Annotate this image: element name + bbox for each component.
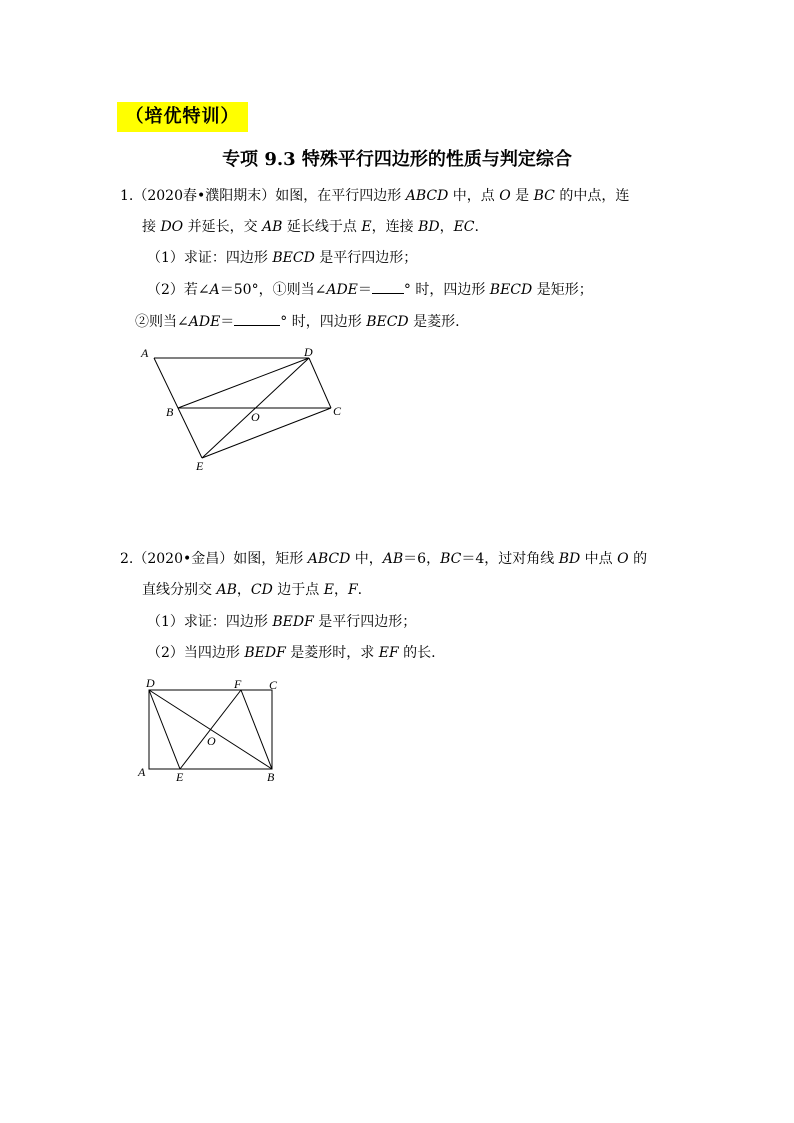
q2-source: （2020•金昌）	[133, 551, 234, 567]
q1-var: BD	[418, 219, 440, 235]
q1-text: 并延长，交	[183, 219, 263, 235]
q1-text: 是矩形；	[532, 282, 593, 298]
q1-var: A	[209, 282, 220, 298]
q1-text: ° 时，四边形	[403, 282, 490, 298]
q1-var: E	[361, 219, 372, 235]
label-E: E	[176, 770, 184, 784]
page-title: 专项 9.3 特殊平行四边形的性质与判定综合	[222, 149, 572, 170]
q1-var: BECD	[272, 250, 315, 266]
q2-var: EF	[378, 645, 399, 661]
label-B: B	[166, 405, 174, 419]
q1-var: ADE	[188, 314, 221, 330]
q2-text: 直线分别交	[142, 582, 217, 598]
q2-var: AB	[382, 551, 404, 567]
q2-var: BEDF	[272, 614, 314, 630]
q1-var: EC	[453, 219, 475, 235]
q2-var: ABCD	[307, 551, 351, 567]
q2-text: 边于点	[272, 582, 324, 598]
q1-var: ADE	[326, 282, 358, 298]
q1-text: .	[474, 219, 479, 235]
label-D: D	[146, 676, 155, 690]
q1-text: ②则当∠	[135, 314, 189, 330]
q2-text: 的	[628, 551, 648, 567]
q2-text: （1）求证：四边形	[147, 614, 273, 630]
q1-text: ＝	[220, 314, 235, 330]
segment-FB	[241, 690, 272, 769]
label-C: C	[333, 404, 342, 418]
q2-text: 中点	[580, 551, 618, 567]
q1-text: 延长线于点	[282, 219, 362, 235]
q1-text: 是	[510, 188, 534, 204]
q2-var: AB	[216, 582, 237, 598]
q2-var: O	[617, 551, 629, 567]
q2-text: ，	[333, 582, 348, 598]
q1-text: 是平行四边形；	[314, 250, 418, 266]
q1-text: ，连接	[371, 219, 419, 235]
label-O: O	[207, 734, 216, 748]
q1-text: 如图，在平行四边形	[275, 188, 406, 204]
q1-text: ，	[439, 219, 454, 235]
q2-text: （2）当四边形	[147, 645, 245, 661]
segment-DE	[149, 690, 180, 769]
training-badge: （培优特训）	[117, 102, 248, 132]
q1-var: BC	[533, 188, 555, 204]
q2-number: 2.	[120, 551, 134, 567]
label-B: B	[267, 770, 275, 784]
q1-text: 是菱形.	[408, 314, 460, 330]
q1-number: 1.	[120, 188, 134, 204]
q2-text: 的长.	[398, 645, 436, 661]
q2-var: E	[323, 582, 334, 598]
label-D: D	[304, 345, 313, 359]
q1-var: DO	[160, 219, 184, 235]
q1-var: ABCD	[405, 188, 449, 204]
label-A: A	[141, 346, 149, 360]
q1-var: BECD	[489, 282, 533, 298]
q2-var: BD	[558, 551, 581, 567]
q2-text: 是菱形时，求	[285, 645, 379, 661]
q2-text: 如图，矩形	[233, 551, 308, 567]
q2-var: BC	[440, 551, 462, 567]
q2-var: BEDF	[244, 645, 286, 661]
q2-text: 中，	[350, 551, 383, 567]
q2-var: CD	[250, 582, 273, 598]
q1-text: ＝	[357, 282, 372, 298]
q1-text: ° 时，四边形	[280, 314, 367, 330]
q2-text: ，	[236, 582, 251, 598]
label-F: F	[234, 677, 242, 691]
q1-text: ＝50°，	[219, 282, 273, 298]
label-E: E	[196, 459, 204, 473]
q1-text: ①则当∠	[272, 282, 327, 298]
q1-text: （1）求证：四边形	[147, 250, 273, 266]
q1-var: AB	[262, 219, 283, 235]
q2-text: 是平行四边形；	[313, 614, 417, 630]
label-C: C	[269, 678, 278, 692]
q1-text: （2）若∠	[147, 282, 210, 298]
q2-var: F	[347, 582, 358, 598]
q2-text: .	[357, 582, 363, 598]
label-A: A	[138, 765, 146, 779]
q2-text: ＝4，过对角线	[461, 551, 559, 567]
q1-text: 的中点，连	[554, 188, 630, 204]
q1-var: BECD	[366, 314, 409, 330]
q1-source: （2020春•濮阳期末）	[133, 188, 276, 204]
q2-text: ＝6，	[403, 551, 441, 567]
q1-text: 接	[142, 219, 161, 235]
segment-EF	[180, 690, 241, 769]
q1-var: O	[499, 188, 511, 204]
label-O: O	[251, 410, 260, 424]
q1-text: 中，点	[448, 188, 500, 204]
